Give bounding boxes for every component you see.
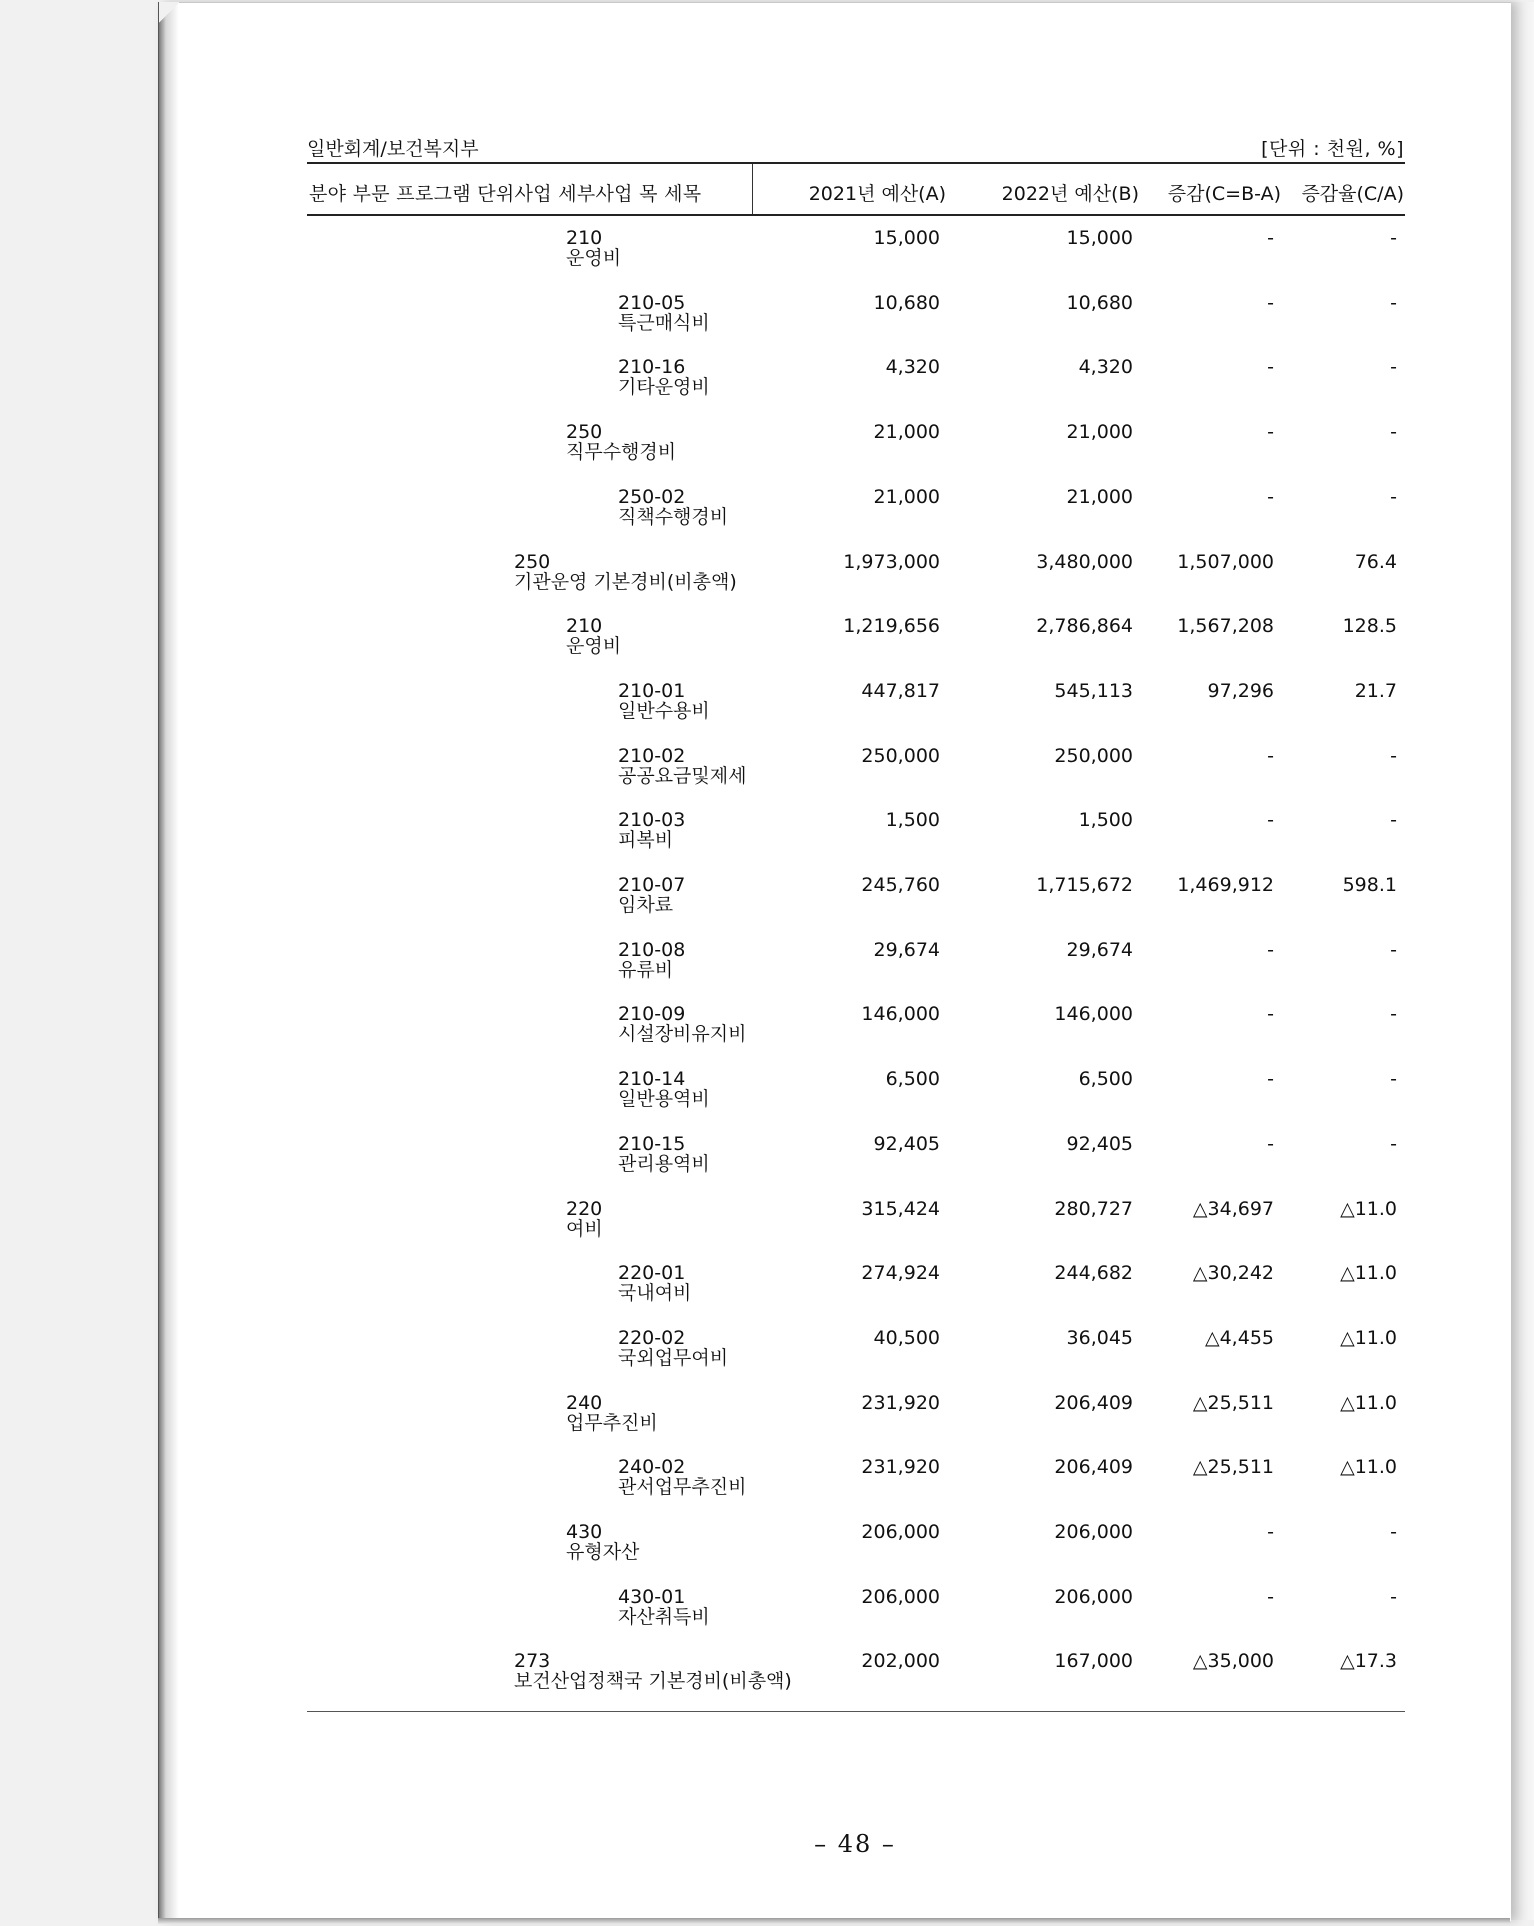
table-row [0,1393,1534,1453]
row-code: 250 [566,421,603,443]
row-code: 210-07 [618,874,686,896]
row-code: 220 [566,1198,603,1220]
cell-2022-budget: 206,000 [1054,1521,1133,1543]
cell-2021-budget: 250,000 [861,745,940,767]
cell-change-rate: 21.7 [1354,680,1397,702]
cell-change-rate: △11.0 [1340,1456,1397,1478]
table-row [0,1004,1534,1064]
cell-change-rate: - [1390,1521,1397,1543]
cell-2022-budget: 92,405 [1066,1133,1133,1155]
row-code: 250-02 [618,486,686,508]
cell-change-rate: - [1390,809,1397,831]
row-label [566,422,676,462]
cell-change: - [1267,745,1274,767]
cell-change-rate: △11.0 [1340,1262,1397,1284]
table-row [0,681,1534,741]
table-row [0,1134,1534,1194]
cell-change: - [1267,486,1274,508]
row-code: 250 [514,551,551,573]
cell-2021-budget: 4,320 [885,356,940,378]
cell-change-rate: 128.5 [1342,615,1397,637]
row-name: 직무수행경비 [566,441,677,463]
cell-2022-budget: 206,000 [1054,1586,1133,1608]
row-code: 210-02 [618,745,686,767]
row-code: 220-02 [618,1327,686,1349]
row-label [566,1199,603,1239]
row-code: 210-09 [618,1003,686,1025]
cell-2022-budget: 10,680 [1066,292,1133,314]
cell-change-rate: - [1390,745,1397,767]
cell-2022-budget: 244,682 [1054,1262,1133,1284]
table-row [0,1457,1534,1517]
cell-change-rate: - [1390,1133,1397,1155]
cell-2021-budget: 1,973,000 [843,551,940,573]
cell-2022-budget: 206,409 [1054,1456,1133,1478]
cell-change: △25,511 [1192,1456,1274,1478]
row-name: 일반용역비 [618,1088,710,1110]
cell-2022-budget: 1,500 [1078,809,1133,831]
row-label [618,293,710,333]
cell-change-rate: △11.0 [1340,1327,1397,1349]
row-label [566,1393,658,1433]
row-code: 210-01 [618,680,686,702]
cell-2021-budget: 6,500 [885,1068,940,1090]
unit-label: [단위 : 천원, %] [1261,138,1404,160]
table-row [0,552,1534,612]
row-code: 210 [566,615,603,637]
cell-change: - [1267,1133,1274,1155]
cell-change-rate: - [1390,939,1397,961]
cell-2022-budget: 206,409 [1054,1392,1133,1414]
row-label [618,875,685,915]
row-name: 운영비 [566,635,622,657]
cell-2021-budget: 202,000 [861,1650,940,1672]
column-header-2022: 2022년 예산(B) [1001,183,1139,205]
cell-2022-budget: 146,000 [1054,1003,1133,1025]
cell-2022-budget: 280,727 [1054,1198,1133,1220]
cell-change-rate: - [1390,1003,1397,1025]
table-row [0,487,1534,547]
row-name: 관서업무추진비 [618,1476,747,1498]
row-label [618,940,685,980]
row-code: 210 [566,227,603,249]
row-name: 보건산업정책국 기본경비(비총액) [514,1670,792,1692]
cell-change-rate: △11.0 [1340,1392,1397,1414]
cell-2021-budget: 15,000 [873,227,940,249]
row-code: 430-01 [618,1586,686,1608]
cell-2021-budget: 231,920 [861,1392,940,1414]
cell-change: - [1267,1003,1274,1025]
row-label [618,1587,710,1627]
cell-change: △34,697 [1192,1198,1274,1220]
cell-2021-budget: 1,500 [885,809,940,831]
cell-change: - [1267,356,1274,378]
table-row [0,810,1534,870]
cell-2022-budget: 21,000 [1066,421,1133,443]
row-code: 210-03 [618,809,686,831]
cell-2022-budget: 29,674 [1066,939,1133,961]
column-header-2021: 2021년 예산(A) [808,183,946,205]
cell-2022-budget: 15,000 [1066,227,1133,249]
row-code: 210-16 [618,356,686,378]
row-code: 210-08 [618,939,686,961]
cell-2021-budget: 92,405 [873,1133,940,1155]
table-row [0,1199,1534,1259]
cell-change: - [1267,939,1274,961]
cell-change-rate: - [1390,1068,1397,1090]
row-name: 기관운영 기본경비(비총액) [514,571,737,593]
table-row [0,746,1534,806]
row-code: 220-01 [618,1262,686,1284]
row-label [514,1651,792,1691]
cell-2021-budget: 146,000 [861,1003,940,1025]
cell-change: 1,567,208 [1177,615,1274,637]
account-label: 일반회계/보건복지부 [307,138,479,160]
row-label [514,552,737,592]
row-code: 210-14 [618,1068,686,1090]
cell-change: - [1267,1068,1274,1090]
cell-change: - [1267,421,1274,443]
row-code: 273 [514,1650,551,1672]
cell-change-rate: 598.1 [1342,874,1397,896]
cell-2022-budget: 2,786,864 [1036,615,1133,637]
table-row [0,1651,1534,1711]
column-header-rate: 증감율(C/A) [1301,183,1404,205]
row-label [618,487,728,527]
row-name: 공공요금및제세 [618,765,747,787]
cell-change: - [1267,227,1274,249]
cell-2021-budget: 40,500 [873,1327,940,1349]
table-bottom-rule [307,1711,1405,1712]
column-header-change: 증감(C=B-A) [1167,183,1281,205]
page-number: – 48 – [814,1830,896,1858]
table-row [0,1587,1534,1647]
table-row [0,1263,1534,1323]
row-name: 유류비 [618,959,674,981]
row-label [618,1069,710,1109]
cell-change-rate: - [1390,227,1397,249]
cell-2022-budget: 250,000 [1054,745,1133,767]
row-label [618,1134,710,1174]
row-label [618,1263,691,1303]
row-name: 업무추진비 [566,1412,658,1434]
cell-2022-budget: 167,000 [1054,1650,1133,1672]
cell-2021-budget: 206,000 [861,1586,940,1608]
cell-2022-budget: 3,480,000 [1036,551,1133,573]
row-name: 임차료 [618,894,674,916]
cell-2021-budget: 447,817 [861,680,940,702]
cell-2021-budget: 1,219,656 [843,615,940,637]
row-code: 430 [566,1521,603,1543]
row-name: 국내여비 [618,1282,692,1304]
cell-change: - [1267,292,1274,314]
table-row [0,228,1534,288]
cell-change: 1,469,912 [1177,874,1274,896]
row-name: 관리용역비 [618,1153,710,1175]
table-row [0,422,1534,482]
row-label [618,1328,728,1368]
cell-2022-budget: 4,320 [1078,356,1133,378]
row-name: 시설장비유지비 [618,1023,747,1045]
row-name: 기타운영비 [618,376,710,398]
row-label [618,357,710,397]
cell-change: - [1267,1586,1274,1608]
cell-2021-budget: 245,760 [861,874,940,896]
cell-2021-budget: 29,674 [873,939,940,961]
row-name: 여비 [566,1218,603,1240]
cell-change: - [1267,1521,1274,1543]
cell-change-rate: - [1390,1586,1397,1608]
table-row [0,875,1534,935]
row-name: 피복비 [618,829,674,851]
row-label [618,1004,746,1044]
table-row [0,1522,1534,1582]
row-name: 특근매식비 [618,312,710,334]
cell-change: △30,242 [1192,1262,1274,1284]
cell-change: 1,507,000 [1177,551,1274,573]
row-label [566,1522,639,1562]
row-name: 운영비 [566,247,622,269]
row-name: 국외업무여비 [618,1347,729,1369]
row-code: 240 [566,1392,603,1414]
row-code: 240-02 [618,1456,686,1478]
cell-change: △25,511 [1192,1392,1274,1414]
table-row [0,940,1534,1000]
row-label [618,746,746,786]
cell-2022-budget: 6,500 [1078,1068,1133,1090]
row-label [618,1457,746,1497]
cell-2021-budget: 10,680 [873,292,940,314]
cell-change-rate: - [1390,486,1397,508]
row-label [566,616,621,656]
row-name: 직책수행경비 [618,506,729,528]
cell-2022-budget: 36,045 [1066,1327,1133,1349]
row-name: 일반수용비 [618,700,710,722]
table-row [0,293,1534,353]
cell-2021-budget: 315,424 [861,1198,940,1220]
table-row [0,357,1534,417]
table-row [0,616,1534,676]
cell-2022-budget: 545,113 [1054,680,1133,702]
table-row [0,1328,1534,1388]
row-code: 210-05 [618,292,686,314]
cell-2021-budget: 274,924 [861,1262,940,1284]
column-header-category: 분야 부문 프로그램 단위사업 세부사업 목 세목 [309,183,702,205]
cell-change-rate: - [1390,292,1397,314]
row-label [566,228,621,268]
cell-2021-budget: 231,920 [861,1456,940,1478]
row-label [618,681,710,721]
cell-change: 97,296 [1207,680,1274,702]
cell-change-rate: △17.3 [1340,1650,1397,1672]
cell-2021-budget: 21,000 [873,421,940,443]
cell-change-rate: △11.0 [1340,1198,1397,1220]
cell-change: - [1267,809,1274,831]
page-bottom-edge [158,1918,1510,1924]
cell-change-rate: - [1390,421,1397,443]
cell-2022-budget: 21,000 [1066,486,1133,508]
table-row [0,1069,1534,1129]
cell-change-rate: 76.4 [1354,551,1397,573]
cell-change-rate: - [1390,356,1397,378]
cell-change: △4,455 [1204,1327,1274,1349]
row-code: 210-15 [618,1133,686,1155]
cell-2021-budget: 21,000 [873,486,940,508]
row-name: 유형자산 [566,1541,640,1563]
cell-change: △35,000 [1192,1650,1274,1672]
cell-2021-budget: 206,000 [861,1521,940,1543]
row-name: 자산취득비 [618,1606,710,1628]
cell-2022-budget: 1,715,672 [1036,874,1133,896]
row-label [618,810,685,850]
